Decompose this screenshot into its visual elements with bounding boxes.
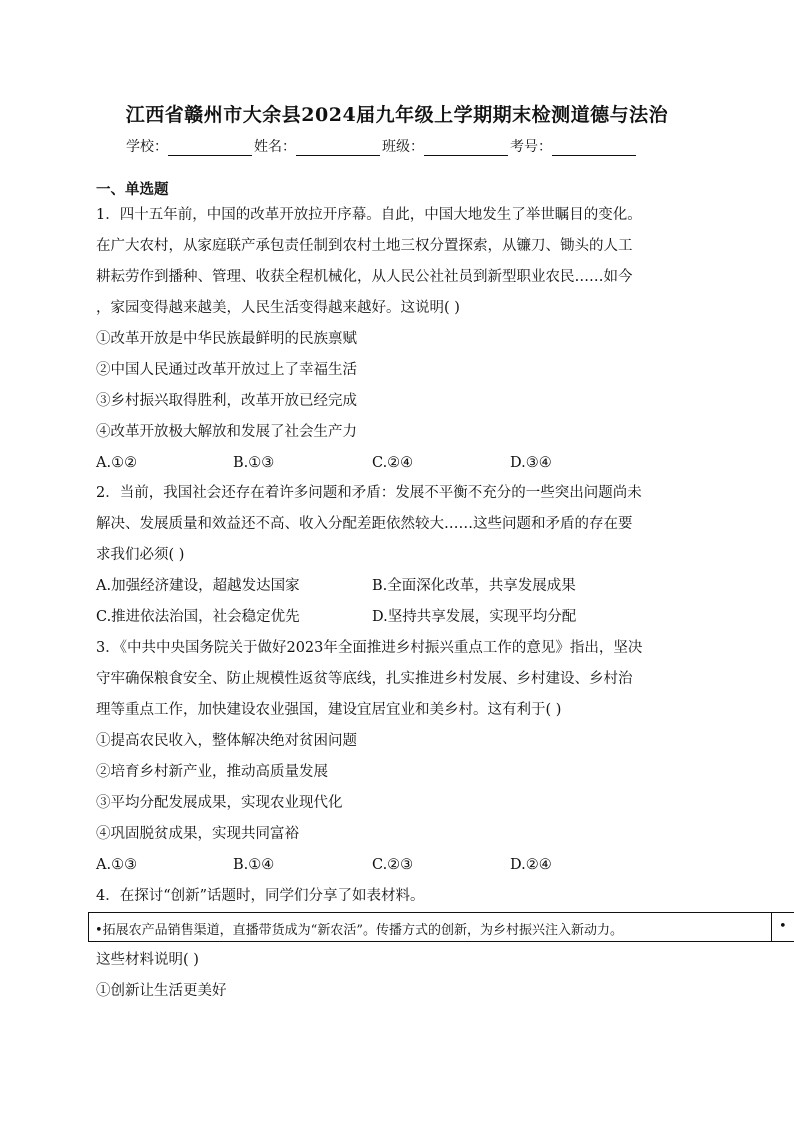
q2-line: 解决、发展质量和效益还不高、收入分配差距依然较大……这些问题和矛盾的存在要 [96,516,633,532]
q2-option-c[interactable]: C.推进依法治国，社会稳定优先 [96,609,300,625]
q4-line: 这些材料说明( ) [96,952,199,968]
q4-line: 4．在探讨“创新”话题时，同学们分享了如表材料。 [96,888,425,904]
exam-no-label: 考号： [510,139,552,155]
exam-no-blank [552,141,636,156]
q1-line: 在广大农村，从家庭联产承包责任制到农村土地三权分置探索，从镰刀、锄头的人工 [96,238,633,254]
q1-line: 1．四十五年前，中国的改革开放拉开序幕。自此，中国大地发生了举世瞩目的变化。 [96,207,642,223]
table-cell: • [779,919,787,934]
q1-statement: ①改革开放是中华民族最鲜明的民族禀赋 [96,331,357,347]
page-title: 江西省赣州市大余县2024届九年级上学期期末检测道德与法治 [125,104,669,126]
q1-statement: ②中国人民通过改革开放过上了幸福生活 [96,362,357,378]
school-blank [168,141,252,156]
q3-line: 理等重点工作，加快建设农业强国，建设宜居宜业和美乡村。这有利于( ) [96,702,562,718]
q1-option-a[interactable]: A.①② [96,455,138,471]
class-label: 班级： [382,139,424,155]
table-cell: •拓展农产品销售渠道，直播带货成为“新农活”。传播方式的创新，为乡村振兴注入新动力。 [95,923,623,938]
q2-option-d[interactable]: D.坚持共享发展，实现平均分配 [372,609,577,625]
q2-option-a[interactable]: A.加强经济建设，超越发达国家 [96,578,300,594]
q3-statement: ④巩固脱贫成果，实现共同富裕 [96,826,299,842]
name-label: 姓名： [254,139,296,155]
q2-option-b[interactable]: B.全面深化改革，共享发展成果 [372,578,576,594]
table-divider [771,913,772,942]
q3-line: 守牢确保粮食安全、防止规模性返贫等底线，扎实推进乡村发展、乡村建设、乡村治 [96,671,633,687]
q1-statement: ④改革开放极大解放和发展了社会生产力 [96,424,357,440]
q3-option-a[interactable]: A.①③ [96,857,138,873]
q1-line: 耕耘劳作到播种、管理、收获全程机械化，从人民公社社员到新型职业农民……如今 [96,269,633,285]
student-info-row [126,136,686,156]
q1-option-b[interactable]: B.①③ [233,455,275,471]
school-label: 学校： [126,139,168,155]
q1-line: ，家园变得越来越美，人民生活变得越来越好。这说明( ) [96,300,460,316]
q3-option-d[interactable]: D.②④ [510,857,552,873]
q1-statement: ③乡村振兴取得胜利，改革开放已经完成 [96,393,357,409]
q3-statement: ①提高农民收入，整体解决绝对贫困问题 [96,733,357,749]
q1-option-d[interactable]: D.③④ [510,455,552,471]
q3-line: 3．《中共中央国务院关于做好2023年全面推进乡村振兴重点工作的意见》指出，坚决 [96,640,643,656]
material-table [88,912,794,942]
section-heading: 一、单选题 [96,181,169,198]
q3-statement: ②培育乡村新产业，推动高质量发展 [96,764,328,780]
q2-line: 求我们必须( ) [96,547,185,563]
q1-option-c[interactable]: C.②④ [372,455,414,471]
q3-option-b[interactable]: B.①④ [233,857,275,873]
q3-option-c[interactable]: C.②③ [372,857,414,873]
q4-statement: ①创新让生活更美好 [96,983,227,999]
q2-line: 2．当前，我国社会还存在着许多问题和矛盾：发展不平衡不充分的一些突出问题尚未 [96,485,642,501]
name-blank [296,141,380,156]
q3-statement: ③平均分配发展成果，实现农业现代化 [96,795,343,811]
class-blank [424,141,508,156]
